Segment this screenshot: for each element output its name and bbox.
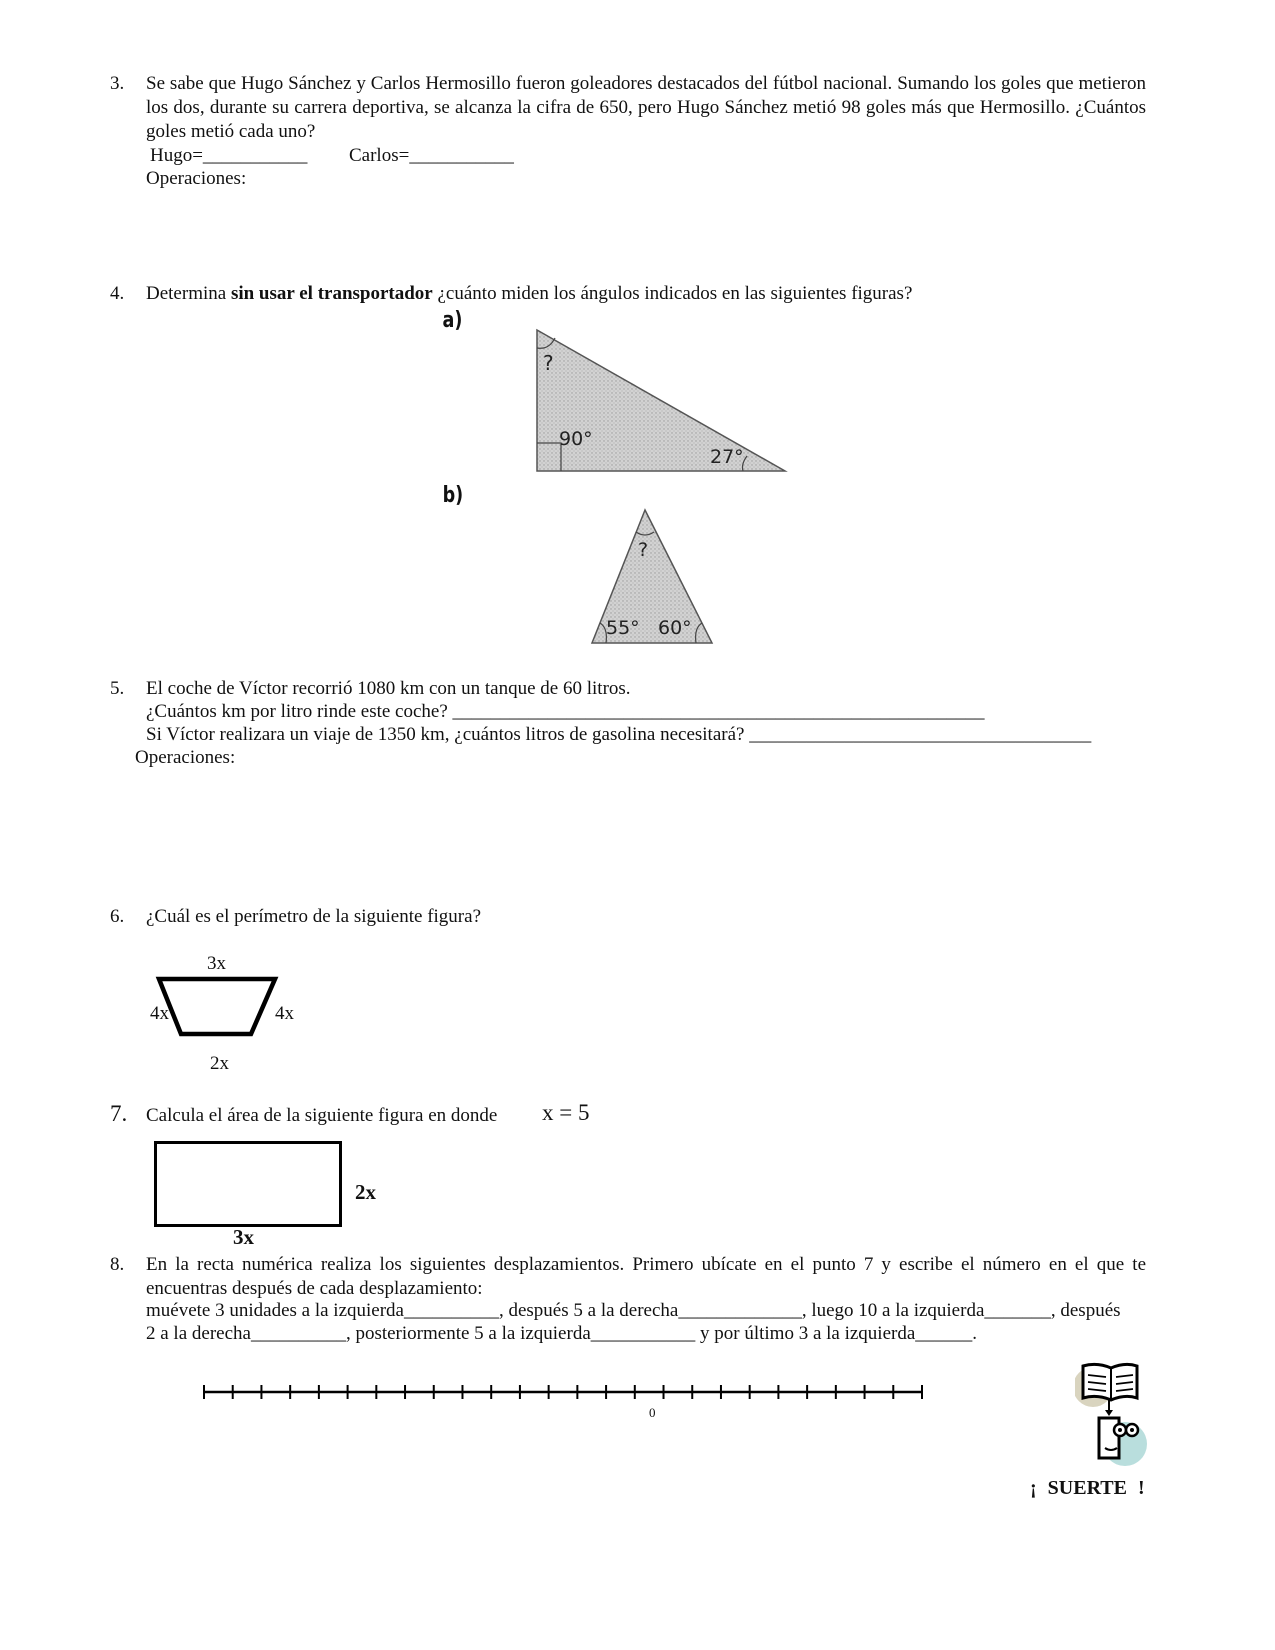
q3-operaciones: Operaciones: (146, 168, 247, 189)
q7-bottom-label: 3x (233, 1225, 254, 1249)
triangle-b-figure (590, 508, 720, 648)
triangle-a-unknown: ? (543, 351, 554, 375)
fig-a-label: a) (442, 308, 463, 333)
q6-right-label: 4x (275, 1003, 294, 1024)
triangle-b-angle-55: 55° (606, 617, 640, 639)
q6-text: ¿Cuál es el perímetro de la siguiente figura? (146, 906, 482, 927)
q7-rectangle (154, 1141, 342, 1227)
q8-line1: En la recta numérica realiza los siguientes desplazamientos. Primero ubícate en el punto 7 y escribe el número en el que te encuentras después de cada desplazamiento: (146, 1254, 1146, 1299)
fig-b-label: b) (442, 483, 464, 508)
number-line-zero-label: 0 (649, 1405, 656, 1420)
q4-text (146, 282, 912, 306)
footer-suerte: ¡ SUERTE ! (1030, 1477, 1145, 1499)
q7-number: 7. (110, 1101, 128, 1126)
q5-line2[interactable]: ¿Cuántos km por litro rinde este coche? ________________________________________________________ (146, 701, 985, 722)
q6-left-label: 4x (150, 1003, 169, 1024)
q7-text: Calcula el área de la siguiente figura en donde (146, 1105, 498, 1126)
q4-number: 4. (110, 283, 125, 304)
q5-number: 5. (110, 678, 125, 699)
q5-line3[interactable]: Si Víctor realizara un viaje de 1350 km, ¿cuántos litros de gasolina necesitará? ____________________________________ (146, 724, 1092, 745)
q4-text-bold: sin usar el transportador (230, 283, 433, 304)
reader-mascot-icon (1075, 1362, 1150, 1477)
triangle-a-angle-90: 90° (559, 428, 593, 450)
q4-text-after: ¿cuánto miden los ángulos indicados en las siguientes figuras? (432, 283, 913, 304)
q7-equation: x = 5 (542, 1100, 590, 1125)
q8-line3[interactable]: 2 a la derecha__________, posteriormente 5 a la izquierda___________ y por último 3 a la izquierda______. (146, 1323, 978, 1344)
q8-line2[interactable]: muévete 3 unidades a la izquierda__________, después 5 a la derecha_____________, luego 10 a la izquierda_______, después (146, 1300, 1121, 1321)
triangle-b-unknown: ? (638, 539, 649, 561)
q5-line1: El coche de Víctor recorrió 1080 km con un tanque de 60 litros. (146, 678, 631, 699)
triangle-b-angle-60: 60° (658, 617, 692, 639)
q5-operaciones: Operaciones: (135, 747, 236, 768)
q8-number: 8. (110, 1254, 125, 1275)
triangle-a-angle-27: 27° (710, 446, 744, 468)
q3-hugo-answer[interactable]: Hugo=___________ (150, 145, 308, 166)
q6-top-label: 3x (207, 953, 226, 974)
q3-number: 3. (110, 73, 125, 94)
q4-text-before: Determina (146, 283, 231, 304)
q3-text: Se sabe que Hugo Sánchez y Carlos Hermosillo fueron goleadores destacados del fútbol nacional. Sumando los goles que metieron los dos, durante su carrera deportiva, se alcanza la cifra de 650, pero Hugo Sánchez metió 98 goles más que Hermosillo. ¿Cuántos goles metió cada uno? (146, 73, 1146, 142)
q3-carlos-answer[interactable]: Carlos=___________ (349, 145, 514, 166)
q6-bottom-label: 2x (210, 1053, 229, 1074)
q6-number: 6. (110, 906, 125, 927)
trapezoid-figure (155, 975, 280, 1040)
q7-side-label: 2x (355, 1180, 376, 1204)
triangle-a-figure (535, 328, 795, 478)
number-line (200, 1384, 930, 1410)
